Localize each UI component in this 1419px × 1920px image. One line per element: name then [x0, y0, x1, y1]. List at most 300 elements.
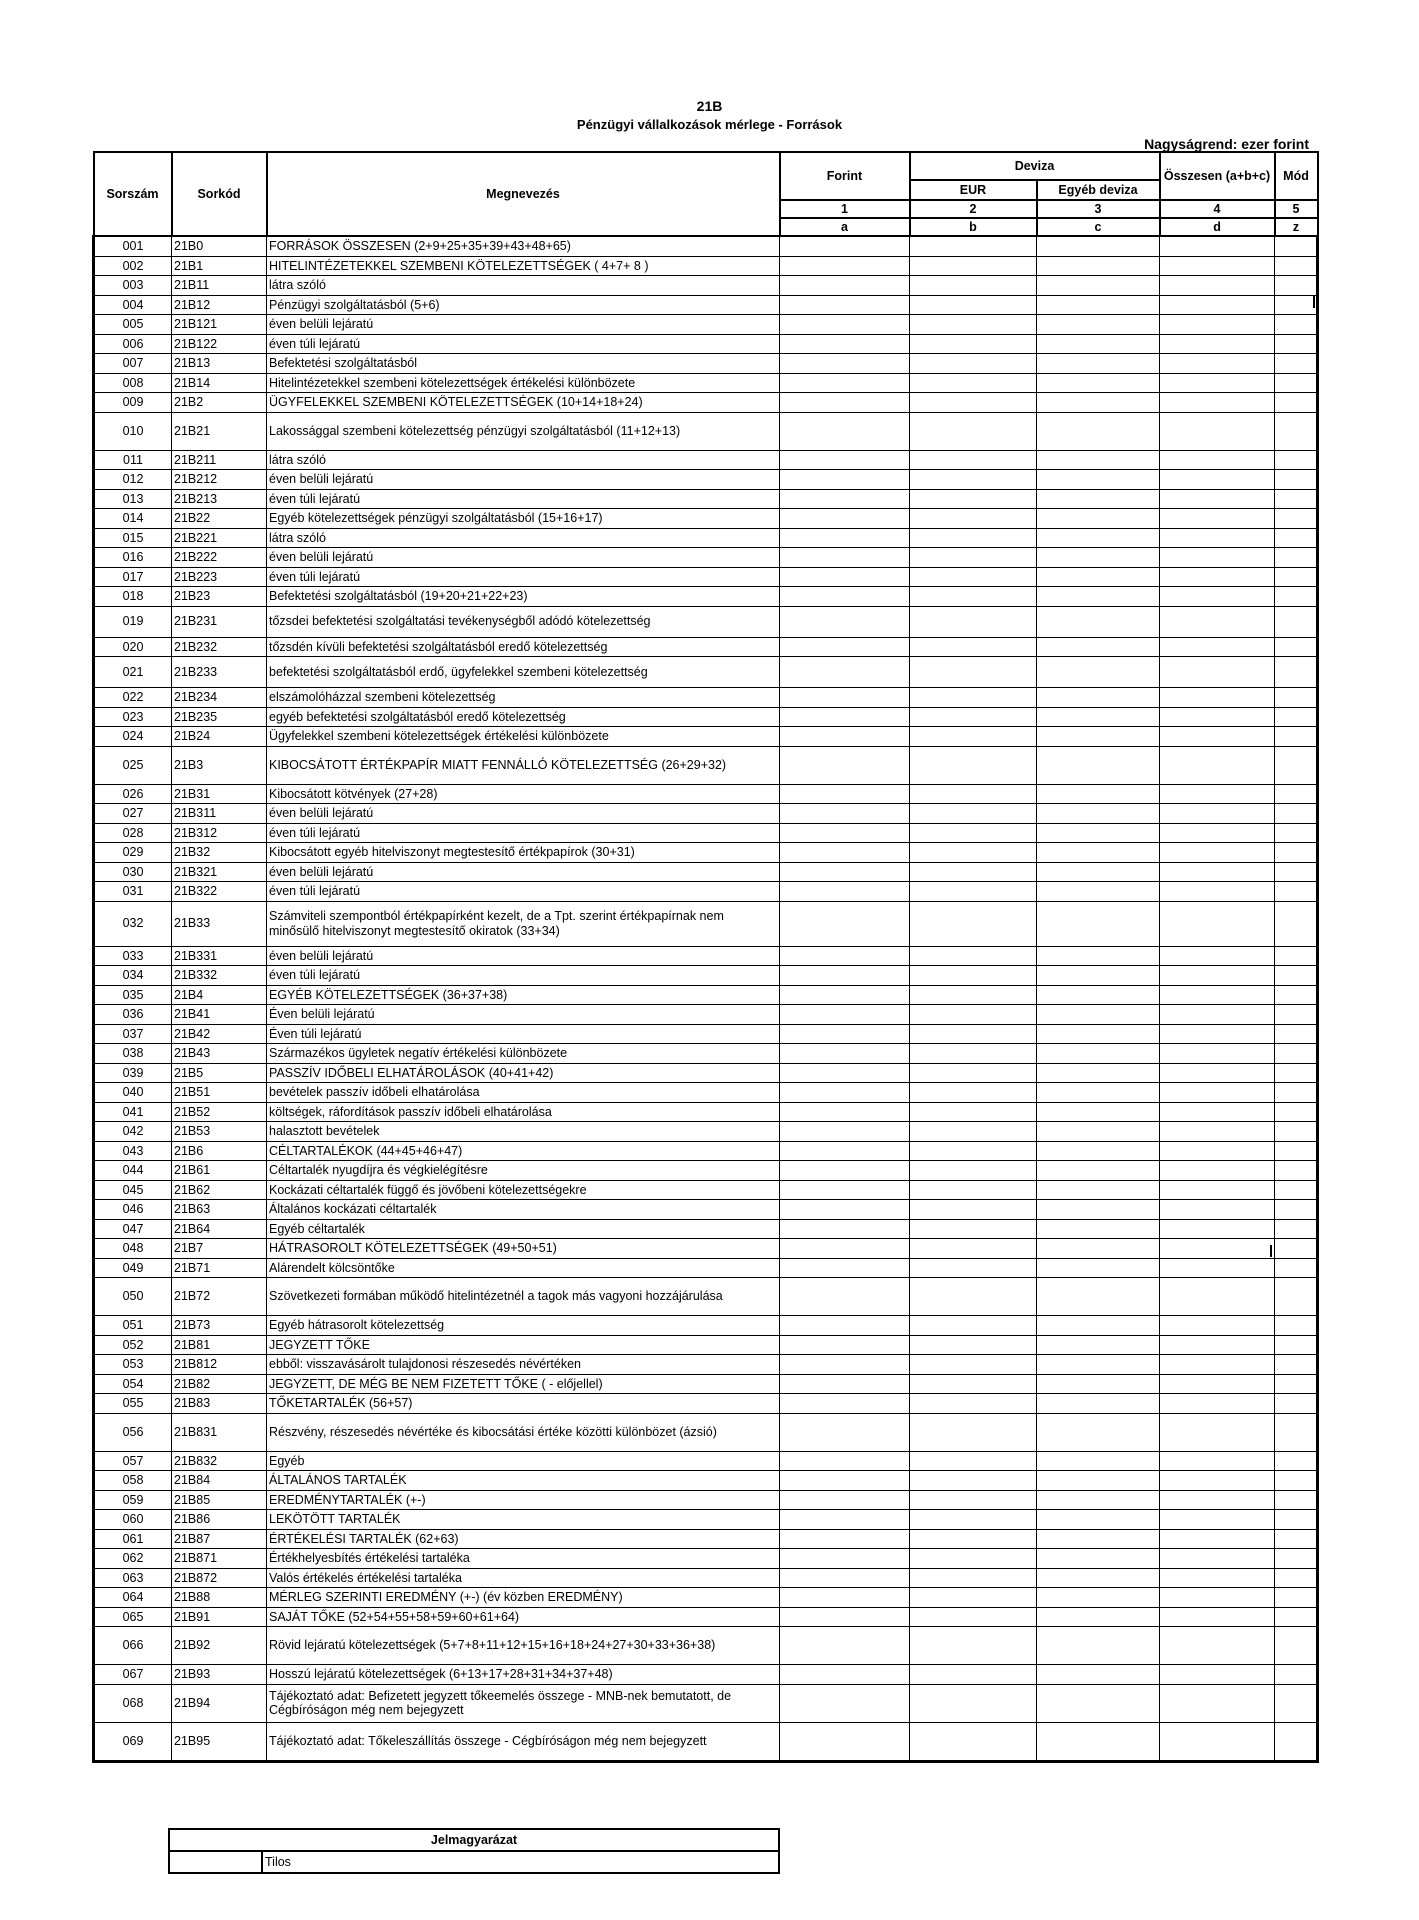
value-osszesen[interactable]: [1160, 1588, 1275, 1608]
value-mod[interactable]: [1275, 509, 1318, 529]
value-egyeb-deviza[interactable]: [1037, 354, 1160, 374]
value-osszesen[interactable]: [1160, 276, 1275, 296]
value-forint[interactable]: [780, 1278, 910, 1316]
value-mod[interactable]: [1275, 1588, 1318, 1608]
value-osszesen[interactable]: [1160, 727, 1275, 747]
value-forint[interactable]: [780, 746, 910, 784]
value-eur[interactable]: [910, 1335, 1037, 1355]
value-eur[interactable]: [910, 1258, 1037, 1278]
value-mod[interactable]: [1275, 1063, 1318, 1083]
value-egyeb-deviza[interactable]: [1037, 1161, 1160, 1181]
value-forint[interactable]: [780, 862, 910, 882]
value-osszesen[interactable]: [1160, 295, 1275, 315]
value-eur[interactable]: [910, 276, 1037, 296]
value-osszesen[interactable]: [1160, 1451, 1275, 1471]
value-forint[interactable]: [780, 334, 910, 354]
value-mod[interactable]: [1275, 657, 1318, 688]
value-egyeb-deviza[interactable]: [1037, 707, 1160, 727]
value-mod[interactable]: [1275, 1258, 1318, 1278]
value-egyeb-deviza[interactable]: [1037, 334, 1160, 354]
value-egyeb-deviza[interactable]: [1037, 657, 1160, 688]
value-osszesen[interactable]: [1160, 1083, 1275, 1103]
value-eur[interactable]: [910, 1374, 1037, 1394]
value-osszesen[interactable]: [1160, 236, 1275, 256]
value-osszesen[interactable]: [1160, 707, 1275, 727]
value-mod[interactable]: [1275, 946, 1318, 966]
value-eur[interactable]: [910, 1684, 1037, 1722]
value-forint[interactable]: [780, 412, 910, 450]
value-mod[interactable]: [1275, 1024, 1318, 1044]
value-forint[interactable]: [780, 1684, 910, 1722]
value-mod[interactable]: [1275, 882, 1318, 902]
value-eur[interactable]: [910, 784, 1037, 804]
value-eur[interactable]: [910, 1471, 1037, 1491]
value-eur[interactable]: [910, 1141, 1037, 1161]
value-egyeb-deviza[interactable]: [1037, 1451, 1160, 1471]
value-osszesen[interactable]: [1160, 1335, 1275, 1355]
value-eur[interactable]: [910, 901, 1037, 946]
value-mod[interactable]: [1275, 1180, 1318, 1200]
value-osszesen[interactable]: [1160, 1024, 1275, 1044]
value-osszesen[interactable]: [1160, 1141, 1275, 1161]
value-forint[interactable]: [780, 1607, 910, 1627]
value-mod[interactable]: [1275, 412, 1318, 450]
value-osszesen[interactable]: [1160, 946, 1275, 966]
value-eur[interactable]: [910, 587, 1037, 607]
value-mod[interactable]: [1275, 1684, 1318, 1722]
value-egyeb-deviza[interactable]: [1037, 1471, 1160, 1491]
value-osszesen[interactable]: [1160, 587, 1275, 607]
value-mod[interactable]: [1275, 450, 1318, 470]
value-mod[interactable]: [1275, 1102, 1318, 1122]
value-mod[interactable]: [1275, 1278, 1318, 1316]
value-forint[interactable]: [780, 1141, 910, 1161]
value-egyeb-deviza[interactable]: [1037, 509, 1160, 529]
value-eur[interactable]: [910, 727, 1037, 747]
value-egyeb-deviza[interactable]: [1037, 1722, 1160, 1761]
value-eur[interactable]: [910, 256, 1037, 276]
value-egyeb-deviza[interactable]: [1037, 1529, 1160, 1549]
value-eur[interactable]: [910, 1122, 1037, 1142]
value-mod[interactable]: [1275, 966, 1318, 986]
value-eur[interactable]: [910, 567, 1037, 587]
value-forint[interactable]: [780, 567, 910, 587]
value-osszesen[interactable]: [1160, 393, 1275, 413]
value-egyeb-deviza[interactable]: [1037, 637, 1160, 657]
value-eur[interactable]: [910, 1568, 1037, 1588]
value-forint[interactable]: [780, 1510, 910, 1530]
value-egyeb-deviza[interactable]: [1037, 1355, 1160, 1375]
value-egyeb-deviza[interactable]: [1037, 1024, 1160, 1044]
value-mod[interactable]: [1275, 746, 1318, 784]
value-egyeb-deviza[interactable]: [1037, 1684, 1160, 1722]
value-mod[interactable]: [1275, 784, 1318, 804]
value-mod[interactable]: [1275, 727, 1318, 747]
value-osszesen[interactable]: [1160, 1471, 1275, 1491]
value-osszesen[interactable]: [1160, 1665, 1275, 1685]
value-osszesen[interactable]: [1160, 606, 1275, 637]
value-forint[interactable]: [780, 1005, 910, 1025]
value-mod[interactable]: [1275, 548, 1318, 568]
value-eur[interactable]: [910, 1063, 1037, 1083]
value-eur[interactable]: [910, 470, 1037, 490]
value-mod[interactable]: [1275, 843, 1318, 863]
value-eur[interactable]: [910, 707, 1037, 727]
value-egyeb-deviza[interactable]: [1037, 606, 1160, 637]
value-egyeb-deviza[interactable]: [1037, 1063, 1160, 1083]
value-osszesen[interactable]: [1160, 1394, 1275, 1414]
value-osszesen[interactable]: [1160, 1490, 1275, 1510]
value-osszesen[interactable]: [1160, 784, 1275, 804]
value-mod[interactable]: [1275, 1200, 1318, 1220]
value-egyeb-deviza[interactable]: [1037, 1141, 1160, 1161]
value-egyeb-deviza[interactable]: [1037, 567, 1160, 587]
value-osszesen[interactable]: [1160, 1568, 1275, 1588]
value-eur[interactable]: [910, 1588, 1037, 1608]
value-osszesen[interactable]: [1160, 637, 1275, 657]
value-eur[interactable]: [910, 1278, 1037, 1316]
value-mod[interactable]: [1275, 1568, 1318, 1588]
value-mod[interactable]: [1275, 276, 1318, 296]
value-osszesen[interactable]: [1160, 373, 1275, 393]
value-forint[interactable]: [780, 823, 910, 843]
value-osszesen[interactable]: [1160, 1161, 1275, 1181]
value-forint[interactable]: [780, 1083, 910, 1103]
value-mod[interactable]: [1275, 1394, 1318, 1414]
value-forint[interactable]: [780, 1471, 910, 1491]
value-forint[interactable]: [780, 1102, 910, 1122]
value-osszesen[interactable]: [1160, 1529, 1275, 1549]
value-eur[interactable]: [910, 548, 1037, 568]
value-eur[interactable]: [910, 688, 1037, 708]
value-mod[interactable]: [1275, 1355, 1318, 1375]
value-forint[interactable]: [780, 1316, 910, 1336]
value-eur[interactable]: [910, 1102, 1037, 1122]
value-forint[interactable]: [780, 548, 910, 568]
value-egyeb-deviza[interactable]: [1037, 1394, 1160, 1414]
value-egyeb-deviza[interactable]: [1037, 1413, 1160, 1451]
value-mod[interactable]: [1275, 1451, 1318, 1471]
value-osszesen[interactable]: [1160, 334, 1275, 354]
value-eur[interactable]: [910, 393, 1037, 413]
value-egyeb-deviza[interactable]: [1037, 1122, 1160, 1142]
value-egyeb-deviza[interactable]: [1037, 784, 1160, 804]
value-mod[interactable]: [1275, 236, 1318, 256]
value-mod[interactable]: [1275, 373, 1318, 393]
value-eur[interactable]: [910, 823, 1037, 843]
value-mod[interactable]: [1275, 1083, 1318, 1103]
value-forint[interactable]: [780, 587, 910, 607]
value-forint[interactable]: [780, 489, 910, 509]
value-osszesen[interactable]: [1160, 1219, 1275, 1239]
value-mod[interactable]: [1275, 354, 1318, 374]
value-eur[interactable]: [910, 1413, 1037, 1451]
value-osszesen[interactable]: [1160, 1258, 1275, 1278]
value-osszesen[interactable]: [1160, 882, 1275, 902]
value-osszesen[interactable]: [1160, 509, 1275, 529]
value-osszesen[interactable]: [1160, 567, 1275, 587]
value-eur[interactable]: [910, 509, 1037, 529]
value-egyeb-deviza[interactable]: [1037, 1005, 1160, 1025]
value-egyeb-deviza[interactable]: [1037, 1627, 1160, 1665]
value-osszesen[interactable]: [1160, 1063, 1275, 1083]
value-forint[interactable]: [780, 354, 910, 374]
value-forint[interactable]: [780, 470, 910, 490]
value-osszesen[interactable]: [1160, 489, 1275, 509]
value-eur[interactable]: [910, 1490, 1037, 1510]
value-mod[interactable]: [1275, 1044, 1318, 1064]
value-forint[interactable]: [780, 1568, 910, 1588]
value-mod[interactable]: [1275, 1335, 1318, 1355]
value-eur[interactable]: [910, 412, 1037, 450]
value-forint[interactable]: [780, 882, 910, 902]
value-osszesen[interactable]: [1160, 1627, 1275, 1665]
value-egyeb-deviza[interactable]: [1037, 966, 1160, 986]
value-forint[interactable]: [780, 256, 910, 276]
value-eur[interactable]: [910, 1005, 1037, 1025]
value-forint[interactable]: [780, 1024, 910, 1044]
value-eur[interactable]: [910, 315, 1037, 335]
value-egyeb-deviza[interactable]: [1037, 727, 1160, 747]
value-mod[interactable]: [1275, 1122, 1318, 1142]
value-mod[interactable]: [1275, 985, 1318, 1005]
value-forint[interactable]: [780, 1722, 910, 1761]
value-mod[interactable]: [1275, 1005, 1318, 1025]
value-egyeb-deviza[interactable]: [1037, 548, 1160, 568]
value-eur[interactable]: [910, 966, 1037, 986]
value-egyeb-deviza[interactable]: [1037, 688, 1160, 708]
value-forint[interactable]: [780, 236, 910, 256]
value-eur[interactable]: [910, 450, 1037, 470]
value-mod[interactable]: [1275, 567, 1318, 587]
value-forint[interactable]: [780, 1355, 910, 1375]
value-eur[interactable]: [910, 1722, 1037, 1761]
value-egyeb-deviza[interactable]: [1037, 1044, 1160, 1064]
value-eur[interactable]: [910, 862, 1037, 882]
value-mod[interactable]: [1275, 823, 1318, 843]
value-egyeb-deviza[interactable]: [1037, 1607, 1160, 1627]
value-mod[interactable]: [1275, 1316, 1318, 1336]
value-osszesen[interactable]: [1160, 985, 1275, 1005]
value-mod[interactable]: [1275, 1161, 1318, 1181]
value-forint[interactable]: [780, 1588, 910, 1608]
value-osszesen[interactable]: [1160, 1355, 1275, 1375]
value-mod[interactable]: [1275, 1510, 1318, 1530]
value-egyeb-deviza[interactable]: [1037, 393, 1160, 413]
value-forint[interactable]: [780, 1122, 910, 1142]
value-mod[interactable]: [1275, 1627, 1318, 1665]
value-forint[interactable]: [780, 1239, 910, 1259]
value-osszesen[interactable]: [1160, 1413, 1275, 1451]
value-egyeb-deviza[interactable]: [1037, 1510, 1160, 1530]
value-egyeb-deviza[interactable]: [1037, 746, 1160, 784]
value-forint[interactable]: [780, 1413, 910, 1451]
value-eur[interactable]: [910, 1180, 1037, 1200]
value-forint[interactable]: [780, 450, 910, 470]
value-egyeb-deviza[interactable]: [1037, 1219, 1160, 1239]
value-mod[interactable]: [1275, 606, 1318, 637]
value-mod[interactable]: [1275, 862, 1318, 882]
value-mod[interactable]: [1275, 1239, 1318, 1259]
value-forint[interactable]: [780, 1374, 910, 1394]
value-eur[interactable]: [910, 1024, 1037, 1044]
value-eur[interactable]: [910, 1200, 1037, 1220]
value-egyeb-deviza[interactable]: [1037, 946, 1160, 966]
value-osszesen[interactable]: [1160, 1122, 1275, 1142]
value-eur[interactable]: [910, 1394, 1037, 1414]
value-egyeb-deviza[interactable]: [1037, 1665, 1160, 1685]
value-mod[interactable]: [1275, 1219, 1318, 1239]
value-egyeb-deviza[interactable]: [1037, 450, 1160, 470]
value-mod[interactable]: [1275, 587, 1318, 607]
value-forint[interactable]: [780, 657, 910, 688]
value-osszesen[interactable]: [1160, 657, 1275, 688]
value-osszesen[interactable]: [1160, 966, 1275, 986]
value-egyeb-deviza[interactable]: [1037, 1374, 1160, 1394]
value-mod[interactable]: [1275, 470, 1318, 490]
value-egyeb-deviza[interactable]: [1037, 862, 1160, 882]
value-mod[interactable]: [1275, 1490, 1318, 1510]
value-egyeb-deviza[interactable]: [1037, 985, 1160, 1005]
value-eur[interactable]: [910, 1549, 1037, 1569]
value-forint[interactable]: [780, 901, 910, 946]
value-forint[interactable]: [780, 1200, 910, 1220]
value-osszesen[interactable]: [1160, 1239, 1275, 1259]
value-osszesen[interactable]: [1160, 688, 1275, 708]
value-eur[interactable]: [910, 295, 1037, 315]
value-eur[interactable]: [910, 1355, 1037, 1375]
value-egyeb-deviza[interactable]: [1037, 1200, 1160, 1220]
value-egyeb-deviza[interactable]: [1037, 1180, 1160, 1200]
value-egyeb-deviza[interactable]: [1037, 489, 1160, 509]
value-eur[interactable]: [910, 657, 1037, 688]
value-mod[interactable]: [1275, 688, 1318, 708]
value-egyeb-deviza[interactable]: [1037, 1549, 1160, 1569]
value-forint[interactable]: [780, 843, 910, 863]
value-osszesen[interactable]: [1160, 862, 1275, 882]
value-mod[interactable]: [1275, 1607, 1318, 1627]
value-forint[interactable]: [780, 688, 910, 708]
value-osszesen[interactable]: [1160, 823, 1275, 843]
value-eur[interactable]: [910, 1607, 1037, 1627]
value-forint[interactable]: [780, 1394, 910, 1414]
value-eur[interactable]: [910, 236, 1037, 256]
value-mod[interactable]: [1275, 1141, 1318, 1161]
value-egyeb-deviza[interactable]: [1037, 1335, 1160, 1355]
value-egyeb-deviza[interactable]: [1037, 1083, 1160, 1103]
value-egyeb-deviza[interactable]: [1037, 823, 1160, 843]
value-forint[interactable]: [780, 1529, 910, 1549]
value-osszesen[interactable]: [1160, 548, 1275, 568]
value-mod[interactable]: [1275, 901, 1318, 946]
value-forint[interactable]: [780, 1044, 910, 1064]
value-osszesen[interactable]: [1160, 412, 1275, 450]
value-mod[interactable]: [1275, 393, 1318, 413]
value-eur[interactable]: [910, 373, 1037, 393]
value-egyeb-deviza[interactable]: [1037, 1239, 1160, 1259]
value-eur[interactable]: [910, 1627, 1037, 1665]
value-egyeb-deviza[interactable]: [1037, 843, 1160, 863]
value-osszesen[interactable]: [1160, 1102, 1275, 1122]
value-osszesen[interactable]: [1160, 1200, 1275, 1220]
value-osszesen[interactable]: [1160, 1374, 1275, 1394]
value-eur[interactable]: [910, 1219, 1037, 1239]
value-forint[interactable]: [780, 727, 910, 747]
value-eur[interactable]: [910, 1083, 1037, 1103]
value-forint[interactable]: [780, 295, 910, 315]
value-forint[interactable]: [780, 946, 910, 966]
value-forint[interactable]: [780, 707, 910, 727]
value-mod[interactable]: [1275, 1722, 1318, 1761]
value-egyeb-deviza[interactable]: [1037, 412, 1160, 450]
value-eur[interactable]: [910, 1044, 1037, 1064]
value-eur[interactable]: [910, 528, 1037, 548]
value-eur[interactable]: [910, 946, 1037, 966]
value-osszesen[interactable]: [1160, 450, 1275, 470]
value-egyeb-deviza[interactable]: [1037, 901, 1160, 946]
value-osszesen[interactable]: [1160, 1549, 1275, 1569]
value-eur[interactable]: [910, 843, 1037, 863]
value-osszesen[interactable]: [1160, 1180, 1275, 1200]
value-eur[interactable]: [910, 354, 1037, 374]
value-egyeb-deviza[interactable]: [1037, 1278, 1160, 1316]
value-egyeb-deviza[interactable]: [1037, 882, 1160, 902]
value-eur[interactable]: [910, 606, 1037, 637]
value-egyeb-deviza[interactable]: [1037, 528, 1160, 548]
value-osszesen[interactable]: [1160, 528, 1275, 548]
value-osszesen[interactable]: [1160, 470, 1275, 490]
value-eur[interactable]: [910, 334, 1037, 354]
value-eur[interactable]: [910, 1316, 1037, 1336]
value-forint[interactable]: [780, 1219, 910, 1239]
value-eur[interactable]: [910, 1161, 1037, 1181]
value-osszesen[interactable]: [1160, 843, 1275, 863]
value-egyeb-deviza[interactable]: [1037, 1102, 1160, 1122]
value-eur[interactable]: [910, 1665, 1037, 1685]
value-egyeb-deviza[interactable]: [1037, 373, 1160, 393]
value-egyeb-deviza[interactable]: [1037, 1258, 1160, 1278]
value-forint[interactable]: [780, 373, 910, 393]
value-forint[interactable]: [780, 637, 910, 657]
value-mod[interactable]: [1275, 637, 1318, 657]
value-mod[interactable]: [1275, 256, 1318, 276]
value-eur[interactable]: [910, 1239, 1037, 1259]
value-osszesen[interactable]: [1160, 1005, 1275, 1025]
value-forint[interactable]: [780, 1627, 910, 1665]
value-forint[interactable]: [780, 804, 910, 824]
value-eur[interactable]: [910, 746, 1037, 784]
value-forint[interactable]: [780, 1665, 910, 1685]
value-eur[interactable]: [910, 804, 1037, 824]
value-osszesen[interactable]: [1160, 1044, 1275, 1064]
value-egyeb-deviza[interactable]: [1037, 587, 1160, 607]
value-forint[interactable]: [780, 315, 910, 335]
value-eur[interactable]: [910, 489, 1037, 509]
value-osszesen[interactable]: [1160, 1316, 1275, 1336]
value-eur[interactable]: [910, 1529, 1037, 1549]
value-forint[interactable]: [780, 1161, 910, 1181]
value-osszesen[interactable]: [1160, 1722, 1275, 1761]
value-egyeb-deviza[interactable]: [1037, 1490, 1160, 1510]
value-mod[interactable]: [1275, 1374, 1318, 1394]
value-egyeb-deviza[interactable]: [1037, 295, 1160, 315]
value-forint[interactable]: [780, 1490, 910, 1510]
value-forint[interactable]: [780, 509, 910, 529]
value-forint[interactable]: [780, 1451, 910, 1471]
value-osszesen[interactable]: [1160, 804, 1275, 824]
value-egyeb-deviza[interactable]: [1037, 236, 1160, 256]
value-mod[interactable]: [1275, 707, 1318, 727]
